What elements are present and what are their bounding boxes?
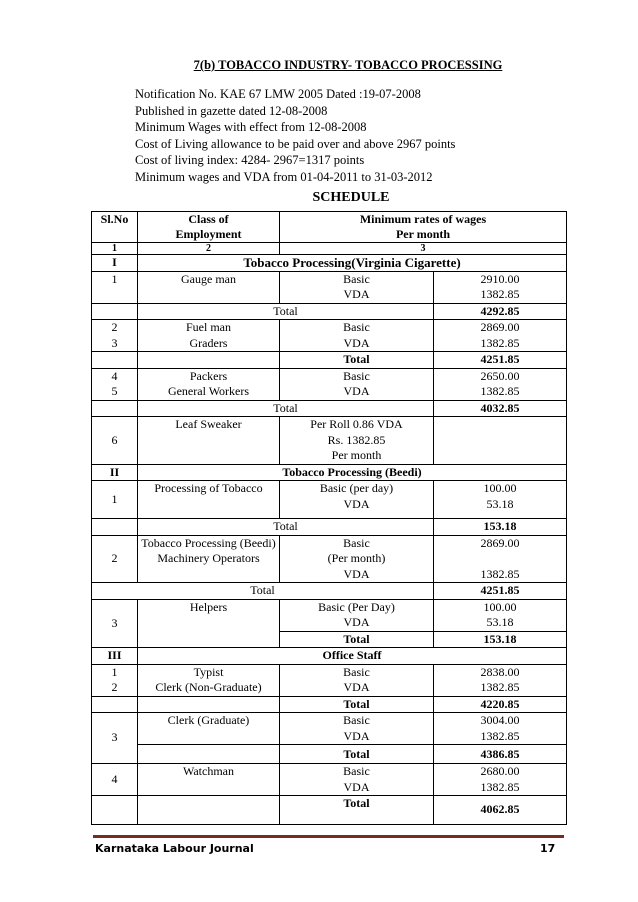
section-row (92, 255, 567, 272)
class-value: General Workers (167, 384, 250, 398)
cell-class: Leaf Sweaker (138, 417, 280, 465)
cell-components (280, 271, 434, 303)
cell-empty (92, 400, 138, 417)
header-slno-text: Sl.No (100, 212, 129, 226)
component-label: VDA (343, 566, 370, 581)
schedule-heading (0, 190, 638, 206)
section-row (92, 648, 567, 665)
cell-slno (92, 320, 138, 352)
amount-value: 2650.00 (480, 368, 520, 383)
cell-amounts (434, 368, 567, 400)
table-row (92, 271, 567, 303)
total-value: 153.18 (434, 519, 567, 536)
header-min-line2: Per month (395, 227, 451, 241)
footer-journal-name: Karnataka Labour Journal (95, 842, 254, 855)
cell-slno: 1 (92, 481, 138, 519)
table-row (92, 535, 567, 583)
component-label: VDA (343, 384, 370, 398)
cell-class (138, 664, 280, 696)
section-number: III (92, 648, 138, 665)
section-number: I (92, 255, 138, 272)
total-label: Total (280, 696, 434, 713)
class-value: Typist (193, 664, 224, 679)
page-title-text: 7(b) TOBACCO INDUSTRY- TOBACCO PROCESSING (193, 58, 503, 72)
total-row (92, 400, 567, 417)
cost-of-living-index: Cost of living index: 4284- 2967=1317 points (135, 153, 365, 167)
component-label: VDA (343, 335, 370, 350)
amount-value: 53.18 (486, 615, 514, 629)
header-class (138, 212, 280, 243)
cell-class: Gauge man (138, 271, 280, 303)
amount-value: 2910.00 (480, 271, 520, 286)
table-row (92, 599, 567, 631)
cell-class (138, 535, 280, 583)
amount-value: 2869.00 (480, 320, 520, 334)
cell-empty (92, 303, 138, 320)
amount-value: 2869.00 (480, 535, 520, 550)
amount-value: 1382.85 (480, 335, 520, 350)
table-header-row (92, 212, 567, 243)
cell-slno: 3 (92, 713, 138, 764)
cell-empty (138, 745, 280, 764)
cell-amounts (434, 713, 567, 745)
component-label: Basic (per day) (319, 481, 394, 495)
total-row (92, 696, 567, 713)
cell-empty (92, 796, 138, 825)
amount-value: 1382.85 (480, 384, 520, 398)
total-value: 4251.85 (434, 583, 567, 600)
total-label: Total (138, 519, 434, 536)
footer-page-number: 17 (540, 842, 556, 855)
cell-empty (92, 352, 138, 369)
amount-value: 3004.00 (480, 713, 520, 727)
cell-components (280, 535, 434, 583)
table-row (92, 417, 567, 465)
class-value: Graders (189, 335, 228, 350)
component-label: VDA (343, 779, 370, 794)
amount-value: 1382.85 (480, 566, 520, 581)
notification-number: Notification No. KAE 67 LMW 2005 Dated :19-07-2008 (135, 87, 421, 101)
component-label: VDA (343, 496, 370, 511)
cell-empty (138, 352, 280, 369)
section-title: Tobacco Processing (Beedi) (138, 464, 567, 481)
column-number-3: 3 (280, 243, 567, 255)
total-row (92, 352, 567, 369)
cell-empty (138, 796, 280, 825)
total-label: Total (280, 631, 434, 648)
schedule-heading-text: SCHEDULE (312, 190, 390, 205)
total-label: Total (280, 352, 434, 369)
section-title: Tobacco Processing(Virginia Cigarette) (138, 255, 567, 272)
cell-components (280, 713, 434, 745)
total-row (92, 796, 567, 825)
class-value: Clerk (Non-Graduate) (155, 680, 262, 694)
cell-empty (92, 519, 138, 536)
gazette-date: Published in gazette dated 12-08-2008 (135, 103, 328, 118)
cell-amounts (434, 764, 567, 796)
slno-value: 5 (111, 384, 118, 398)
cell-class (138, 320, 280, 352)
section-title: Office Staff (138, 648, 567, 665)
component-label: Basic (343, 535, 370, 550)
column-number-2: 2 (138, 243, 280, 255)
component-label: Rs. 1382.85 (327, 432, 386, 447)
component-label: Basic (Per Day) (318, 599, 395, 614)
cell-components (280, 599, 434, 631)
table-row (92, 320, 567, 352)
total-row (92, 583, 567, 600)
cell-amounts (434, 481, 567, 519)
amount-value: 53.18 (486, 496, 514, 511)
cell-class: Processing of Tobacco (138, 481, 280, 519)
total-label: Total (138, 303, 434, 320)
header-class-line2: Employment (175, 227, 242, 241)
header-min-rates (280, 212, 567, 243)
total-label: Total (280, 745, 434, 764)
class-value: Tobacco Processing (Beedi) (141, 535, 276, 550)
component-label: (Per month) (327, 551, 386, 565)
page-title (0, 58, 638, 73)
cell-slno (92, 664, 138, 696)
footer-rule (93, 835, 564, 838)
total-value: 4386.85 (434, 745, 567, 764)
total-value: 4292.85 (434, 303, 567, 320)
cell-amounts (434, 664, 567, 696)
header-slno (92, 212, 138, 243)
amount-value: 100.00 (483, 481, 517, 495)
component-label: Basic (343, 664, 370, 679)
class-value: Packers (189, 368, 228, 383)
cell-components (280, 417, 434, 465)
component-label: VDA (343, 728, 370, 743)
component-label: VDA (343, 680, 370, 694)
cell-amounts (434, 535, 567, 583)
section-row (92, 464, 567, 481)
cell-slno: 2 (92, 535, 138, 583)
header-min-line1: Minimum rates of wages (359, 212, 487, 226)
amount-value: 2680.00 (480, 764, 520, 778)
cell-slno: 3 (92, 599, 138, 648)
cell-slno (92, 368, 138, 400)
class-value: Fuel man (186, 320, 231, 334)
cell-empty (92, 696, 138, 713)
component-label: Basic (343, 764, 370, 778)
validity-period: Minimum wages and VDA from 01-04-2011 to 31-03-2012 (135, 169, 433, 184)
cell-components (280, 664, 434, 696)
slno-value: 3 (111, 335, 118, 350)
amount-value: 1382.85 (480, 287, 520, 301)
cell-components (280, 320, 434, 352)
total-value: 4220.85 (434, 696, 567, 713)
wage-schedule-table (91, 211, 567, 825)
total-label: Total (280, 796, 434, 825)
cell-class: Helpers (138, 599, 280, 648)
slno-value: 2 (111, 320, 118, 334)
cell-components (280, 764, 434, 796)
column-number-1: 1 (92, 243, 138, 255)
cell-empty (434, 417, 567, 465)
amount-value: 1382.85 (480, 728, 520, 743)
component-label: Per month (331, 448, 382, 462)
cell-class: Clerk (Graduate) (138, 713, 280, 745)
header-class-line1: Class of (188, 212, 229, 226)
component-label: Basic (343, 271, 370, 286)
total-value: 4032.85 (434, 400, 567, 417)
cell-slno: 4 (92, 764, 138, 796)
component-label: VDA (343, 287, 370, 301)
component-label: Basic (343, 320, 370, 334)
total-row (92, 519, 567, 536)
table-row (92, 764, 567, 796)
component-label: Per Roll 0.86 VDA (310, 417, 403, 431)
table-row (92, 713, 567, 745)
total-value: 4062.85 (434, 796, 567, 825)
class-value: Machinery Operators (157, 551, 260, 565)
cell-components (280, 368, 434, 400)
effective-date: Minimum Wages with effect from 12-08-2008 (135, 120, 367, 134)
cell-class (138, 368, 280, 400)
cell-amounts (434, 599, 567, 631)
cell-amounts (434, 271, 567, 303)
component-label: Basic (343, 713, 370, 727)
amount-value: 100.00 (483, 599, 517, 614)
cell-amounts (434, 320, 567, 352)
total-row (92, 303, 567, 320)
component-label: VDA (343, 615, 370, 629)
amount-value: 1382.85 (480, 680, 520, 694)
slno-value: 1 (111, 664, 118, 679)
table-row (92, 481, 567, 519)
column-number-row (92, 243, 567, 255)
slno-value: 2 (111, 680, 118, 694)
section-number: II (92, 464, 138, 481)
table-row (92, 368, 567, 400)
cell-slno: 6 (92, 417, 138, 465)
cell-empty (138, 696, 280, 713)
notification-details (135, 86, 455, 185)
cell-components (280, 481, 434, 519)
total-label: Total (92, 583, 434, 600)
cell-class: Watchman (138, 764, 280, 796)
total-value: 4251.85 (434, 352, 567, 369)
table-row (92, 664, 567, 696)
amount-value: 2838.00 (480, 664, 520, 679)
total-value: 153.18 (434, 631, 567, 648)
cell-slno: 1 (92, 271, 138, 303)
total-label: Total (138, 400, 434, 417)
slno-value: 4 (111, 368, 118, 383)
total-row (92, 745, 567, 764)
component-label: Basic (343, 368, 370, 383)
cost-of-living-note: Cost of Living allowance to be paid over and above 2967 points (135, 136, 456, 151)
amount-value: 1382.85 (480, 779, 520, 794)
